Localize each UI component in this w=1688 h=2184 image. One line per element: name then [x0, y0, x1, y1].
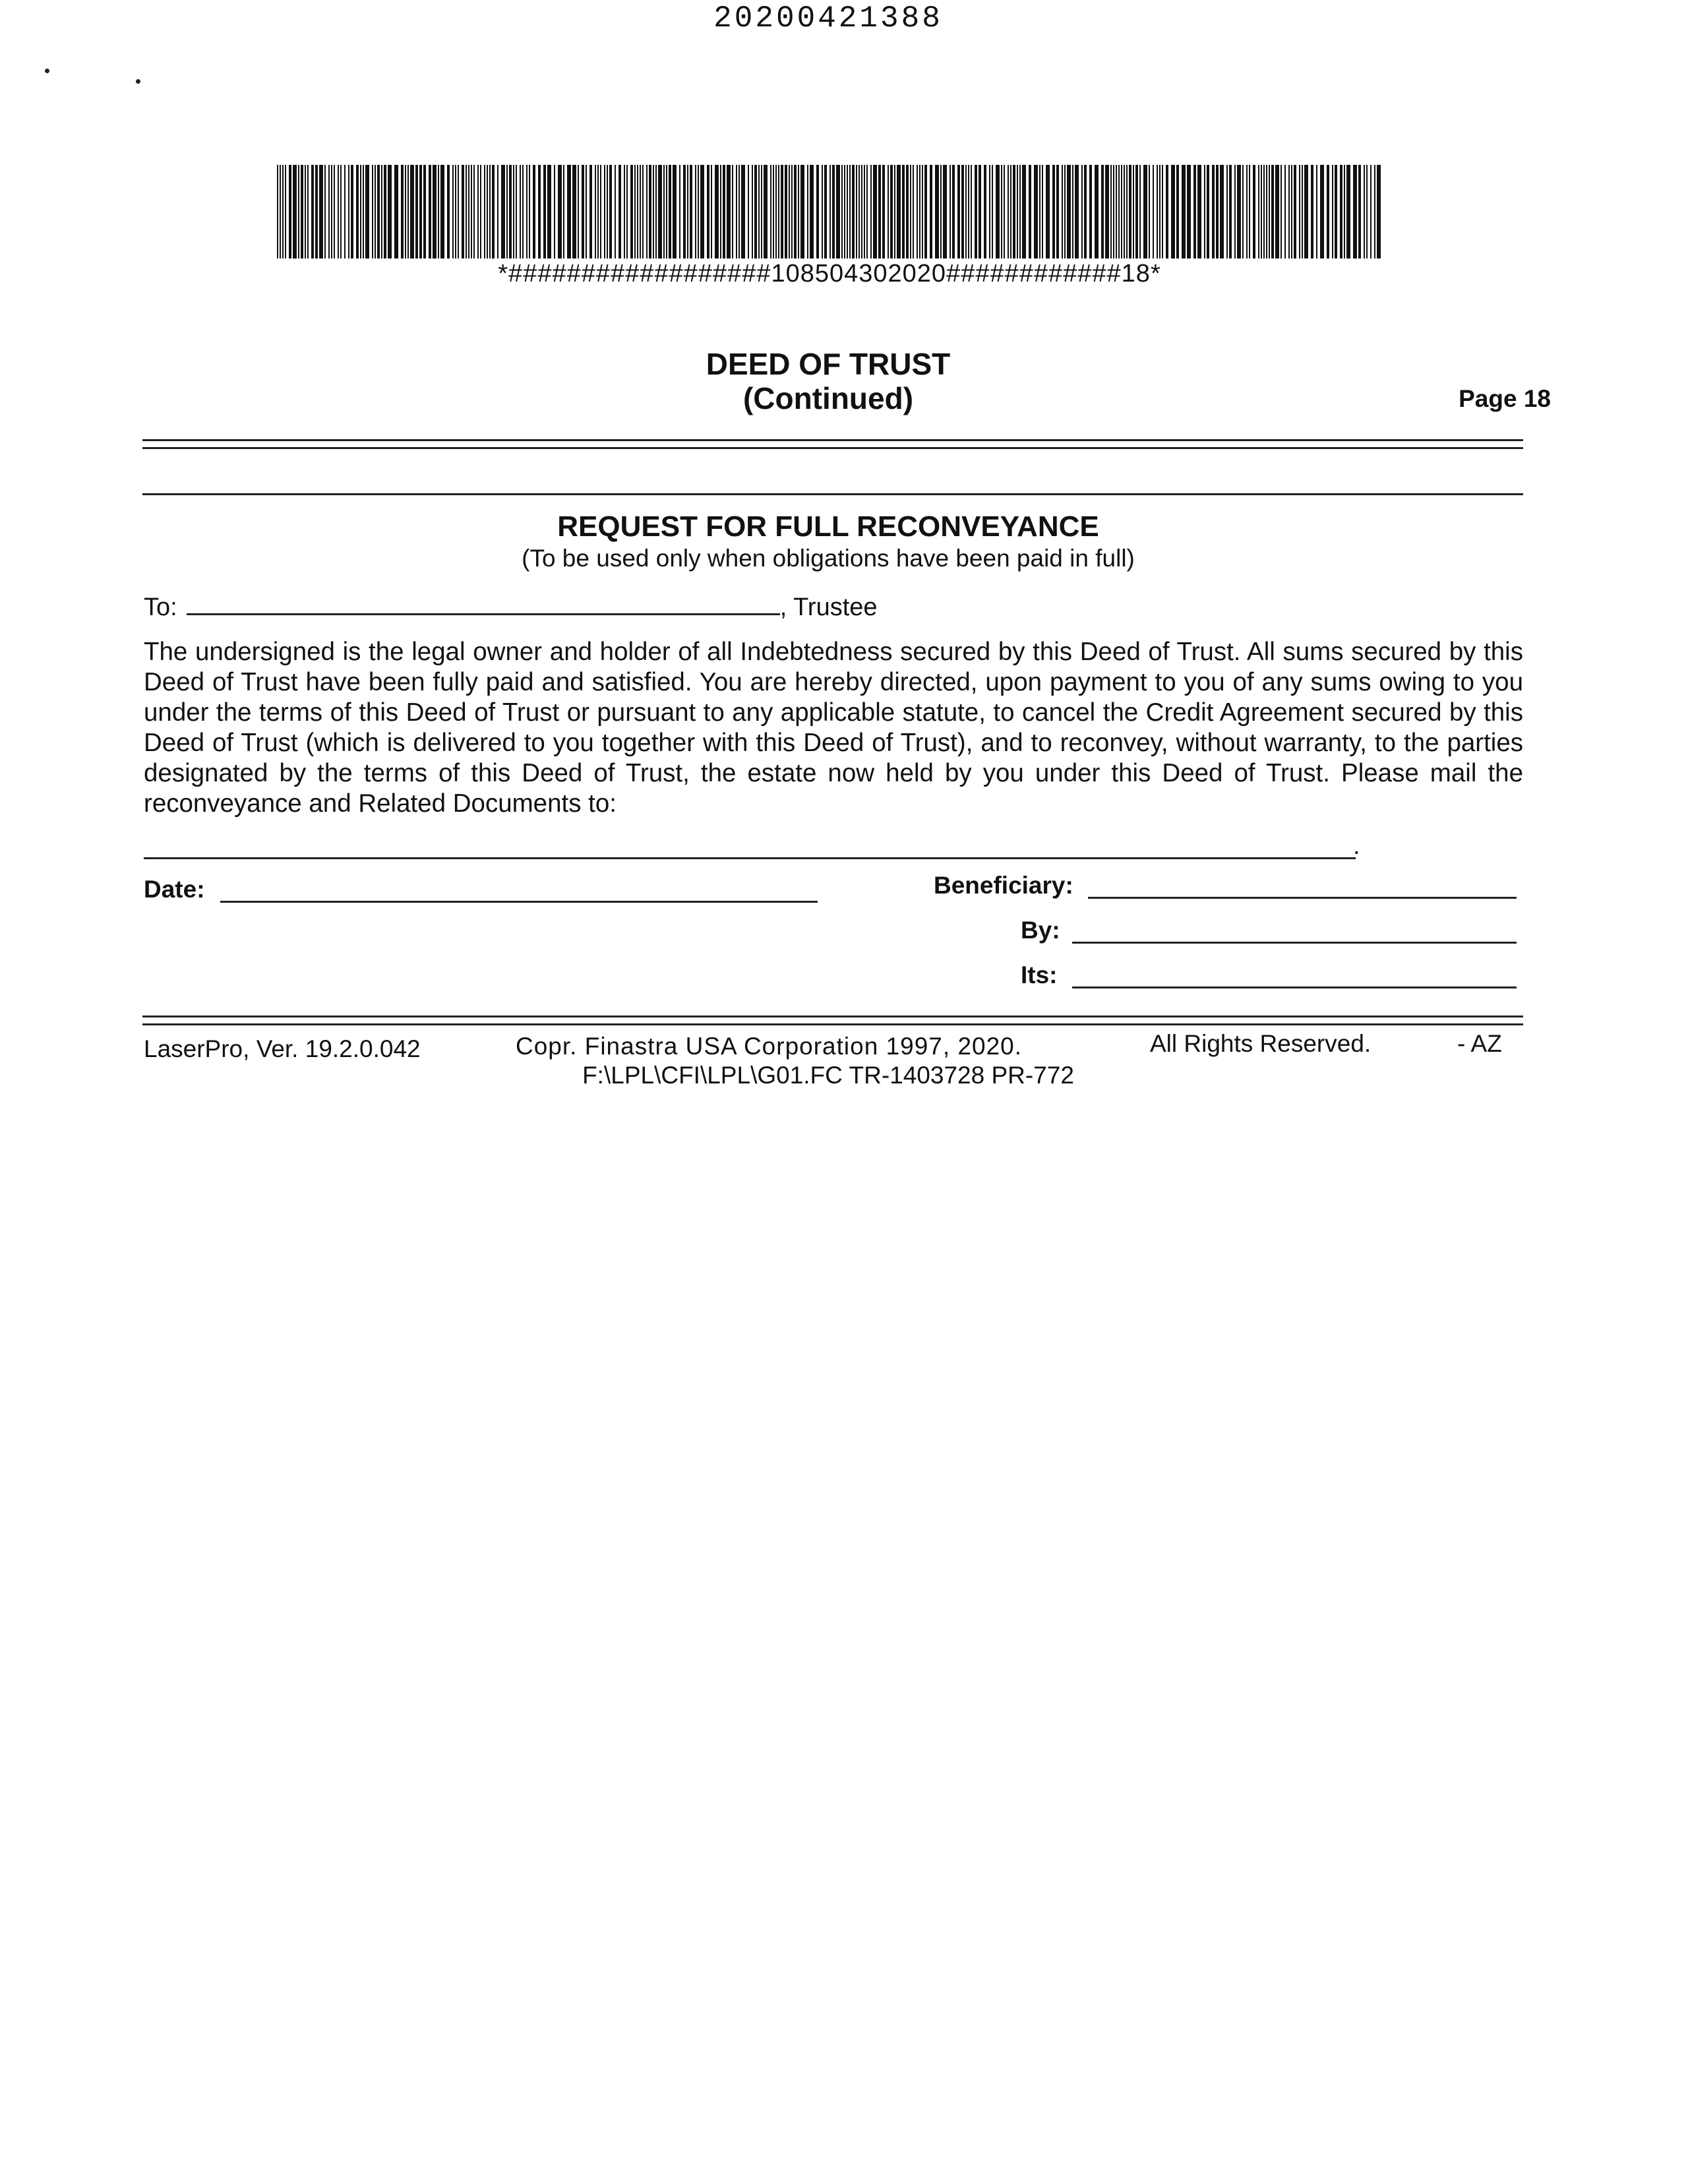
divider-rule [142, 1023, 1523, 1025]
scan-speck [45, 69, 49, 73]
date-label: Date: [144, 876, 205, 903]
by-field[interactable] [1072, 942, 1517, 944]
state-code: - AZ [1457, 1030, 1502, 1057]
document-title: DEED OF TRUST [706, 347, 951, 381]
software-version: LaserPro, Ver. 19.2.0.042 [144, 1035, 421, 1062]
divider-rule [142, 439, 1523, 441]
recording-number: 20200421388 [713, 1, 943, 36]
divider-rule [142, 447, 1523, 449]
request-paragraph: The undersigned is the legal owner and holder of all Indebtedness secured by this Deed of Trust. All sums secured by this Deed of Trust have been fully paid and satisfied. You are hereby directed, upon payment to you of any sums owing to you under the terms of this Deed of Trust or pursuant to any applicable statute, to cancel the Credit Agreement secured by this Deed of Trust (which is delivered to you together with this Deed of Trust), and to reconvey, without warranty, to the parties designated by the terms of this Deed of Trust, the estate now held by you under this Deed of Trust. Please mail the reconveyance and Related Documents to: [144, 638, 1523, 818]
section-title: REQUEST FOR FULL RECONVEYANCE [557, 510, 1099, 543]
beneficiary-label: Beneficiary: [934, 872, 1073, 899]
rights-text: All Rights Reserved. [1150, 1030, 1372, 1057]
file-path: F:\LPL\CFI\LPL\G01.FC TR-1403728 PR-772 [582, 1062, 1074, 1089]
mailing-address-field[interactable] [144, 857, 1356, 859]
trustee-name-field[interactable] [187, 591, 780, 615]
scan-speck [136, 79, 140, 84]
date-field[interactable] [220, 901, 818, 903]
page-number: Page 18 [1459, 385, 1551, 412]
barcode [277, 165, 1382, 258]
document-continued: (Continued) [742, 381, 914, 415]
to-label: To: [144, 593, 177, 621]
section-subtitle: (To be used only when obligations have been paid in full) [522, 545, 1135, 572]
beneficiary-field[interactable] [1088, 897, 1517, 899]
mailing-address-period: . [1353, 832, 1360, 860]
trustee-line [144, 591, 878, 622]
divider-rule [142, 1016, 1523, 1017]
by-label: By: [1021, 917, 1060, 944]
document-title-block [0, 347, 1656, 415]
trustee-suffix: , Trustee [779, 593, 878, 621]
its-label: Its: [1021, 961, 1058, 988]
its-field[interactable] [1072, 986, 1517, 988]
copyright-text: Copr. Finastra USA Corporation 1997, 2020. [516, 1033, 1023, 1060]
divider-rule [142, 493, 1523, 495]
barcode-text: *##################108504302020############18* [498, 260, 1161, 288]
